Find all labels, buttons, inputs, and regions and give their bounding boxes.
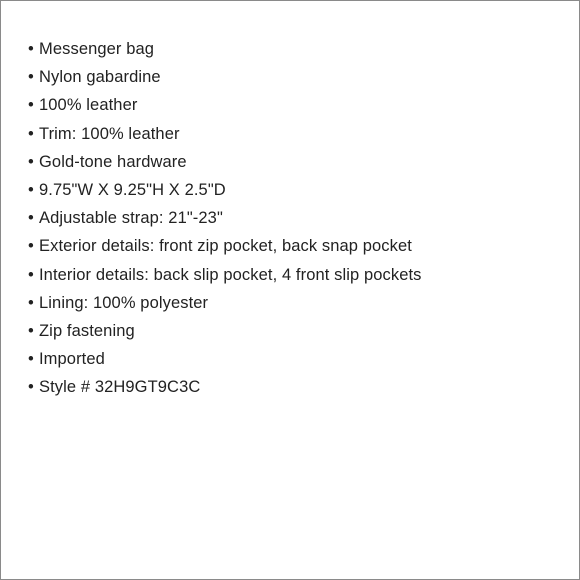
detail-text: Exterior details: front zip pocket, back snap pocket <box>39 237 412 256</box>
list-item <box>28 120 422 148</box>
list-item <box>28 261 422 289</box>
list-item <box>28 148 422 176</box>
bullet: • <box>28 378 34 397</box>
detail-text: Interior details: back slip pocket, 4 front slip pockets <box>39 265 422 284</box>
detail-text: Imported <box>39 350 105 369</box>
list-item <box>28 176 422 204</box>
list-item <box>28 35 422 63</box>
detail-text: 9.75"W X 9.25"H X 2.5"D <box>39 180 226 199</box>
list-item <box>28 345 422 373</box>
list-item <box>28 91 422 119</box>
list-item <box>28 317 422 345</box>
bullet: • <box>28 237 34 256</box>
detail-text: Trim: 100% leather <box>39 124 180 143</box>
detail-text: Nylon gabardine <box>39 68 161 87</box>
bullet: • <box>28 124 34 143</box>
bullet: • <box>28 209 34 228</box>
detail-text: Zip fastening <box>39 321 135 340</box>
list-item <box>28 373 422 401</box>
bullet: • <box>28 180 34 199</box>
bullet: • <box>28 350 34 369</box>
detail-text: 100% leather <box>39 96 138 115</box>
detail-text: Messenger bag <box>39 40 155 58</box>
bullet: • <box>28 68 34 87</box>
bullet: • <box>28 321 34 340</box>
detail-text: Style # 32H9GT9C3C <box>39 378 201 397</box>
list-item <box>28 63 422 91</box>
bullet: • <box>28 96 34 115</box>
list-item <box>28 289 422 317</box>
bullet: • <box>28 265 34 284</box>
list-item <box>28 232 422 260</box>
detail-text: Adjustable strap: 21"-23" <box>39 209 223 228</box>
bullet: • <box>28 40 34 58</box>
detail-text: Lining: 100% polyester <box>39 293 209 312</box>
bullet: • <box>28 293 34 312</box>
bullet: • <box>28 152 34 171</box>
detail-text: Gold-tone hardware <box>39 152 187 171</box>
list-item <box>28 204 422 232</box>
product-details-list <box>28 35 422 401</box>
